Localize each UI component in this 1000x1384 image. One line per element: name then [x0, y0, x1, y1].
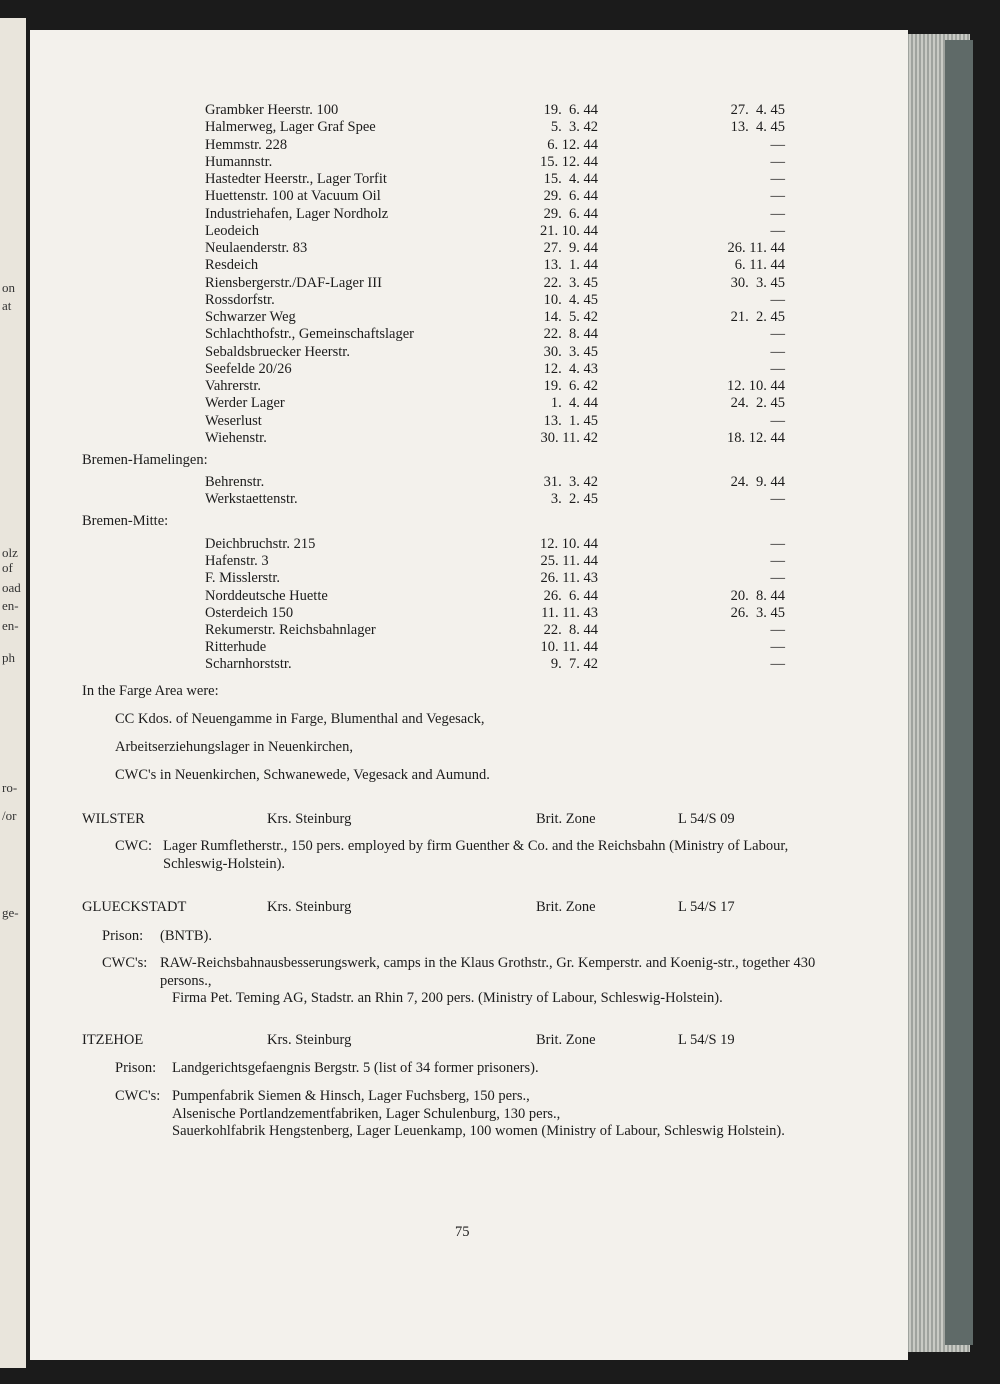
cwc-text: Sauerkohlfabrik Hengstenberg, Lager Leuenkamp, 100 women (Ministry of Labour, Schleswig Holstein).: [172, 1123, 785, 1139]
table-row: [30, 361, 908, 378]
camp-name: Industriehafen, Lager Nordholz: [205, 205, 389, 222]
camp-name: Huettenstr. 100 at Vacuum Oil: [205, 188, 381, 205]
date-opened: 30. 11. 42: [540, 429, 598, 446]
section-label-hamelingen: Bremen-Hamelingen:: [82, 452, 208, 468]
date-closed: —: [770, 360, 785, 377]
table-row: [30, 553, 908, 570]
date-opened: 22. 8. 44: [543, 326, 598, 343]
camp-name: Grambker Heerstr. 100: [205, 102, 339, 118]
date-opened: 19. 6. 44: [543, 102, 598, 118]
table-row: [30, 240, 908, 257]
date-opened: 26. 11. 43: [540, 570, 598, 587]
date-closed: 18. 12. 44: [727, 429, 785, 446]
date-closed: 20. 8. 44: [730, 587, 785, 604]
cwc-text: Alsenische Portlandzementfabriken, Lager Schulenburg, 130 pers.,: [172, 1106, 561, 1122]
date-opened: 12. 10. 44: [540, 536, 598, 552]
date-closed: 21. 2. 45: [730, 309, 785, 325]
table-row: [30, 206, 908, 223]
table-row: [30, 171, 908, 188]
date-closed: —: [770, 222, 785, 239]
table-row: [30, 326, 908, 343]
farge-line: CC Kdos. of Neuengamme in Farge, Blumenthal and Vegesack,: [115, 711, 485, 727]
cwc-label: CWC's:: [115, 1088, 161, 1104]
table-row: [30, 137, 908, 154]
date-opened: 13. 1. 45: [543, 412, 598, 429]
camp-name: Deichbruchstr. 215: [205, 536, 316, 552]
zone: Brit. Zone: [536, 811, 596, 827]
farge-intro: In the Farge Area were:: [82, 683, 219, 699]
document-page: [30, 30, 908, 1360]
camp-name: Behrenstr.: [205, 474, 265, 490]
camp-name: Werder Lager: [205, 395, 285, 412]
camp-name: Halmerweg, Lager Graf Spee: [205, 119, 376, 136]
district: Krs. Steinburg: [267, 899, 352, 915]
date-closed: —: [770, 622, 785, 638]
camp-name: Ritterhude: [205, 639, 267, 656]
date-opened: 22. 8. 44: [543, 622, 598, 638]
camp-name: Werkstaettenstr.: [205, 491, 298, 508]
cwc-label: CWC's:: [102, 955, 148, 971]
map-reference: L 54/S 19: [678, 1032, 735, 1048]
camp-name: Seefelde 20/26: [205, 360, 292, 377]
date-closed: —: [770, 491, 785, 508]
date-closed: 12. 10. 44: [727, 378, 785, 394]
camp-name: Sebaldsbruecker Heerstr.: [205, 343, 350, 360]
table-row: [30, 570, 908, 587]
camp-name: Leodeich: [205, 222, 259, 239]
zone: Brit. Zone: [536, 899, 596, 915]
adjacent-page-text: olz: [2, 545, 18, 560]
place-name: WILSTER: [82, 811, 145, 827]
date-closed: —: [770, 188, 785, 205]
camp-name: Schlachthofstr., Gemeinschaftslager: [205, 326, 414, 343]
camp-name: Vahrerstr.: [205, 378, 261, 394]
table-row: [30, 309, 908, 326]
date-closed: —: [770, 656, 785, 673]
camp-name: Hafenstr. 3: [205, 553, 269, 570]
date-closed: —: [770, 639, 785, 656]
cwc-text: RAW-Reichsbahnausbesserungswerk, camps in the Klaus Grothstr., Gr. Kemperstr. and Koenig-str., together 430 persons.,: [160, 955, 816, 989]
adjacent-page-text: oad: [2, 580, 21, 595]
date-opened: 11. 11. 43: [541, 604, 598, 621]
date-closed: 26. 3. 45: [730, 604, 785, 621]
adjacent-page-text: at: [2, 298, 12, 313]
section-label-mitte: Bremen-Mitte:: [82, 513, 169, 529]
date-opened: 10. 11. 44: [540, 639, 598, 656]
date-closed: —: [770, 291, 785, 308]
camp-name: Rekumerstr. Reichsbahnlager: [205, 622, 376, 638]
cwc-text: Lager Rumfletherstr., 150 pers. employed by firm Guenther & Co. and the Reichsbahn (Ministry of Labour, Schleswig-Holstein).: [163, 838, 789, 872]
adjacent-page-text: of: [2, 560, 13, 575]
table-row: [30, 188, 908, 205]
map-reference: L 54/S 09: [678, 811, 735, 827]
camp-name: Norddeutsche Huette: [205, 587, 328, 604]
date-closed: 13. 4. 45: [730, 119, 785, 136]
camp-name: Rossdorfstr.: [205, 291, 275, 308]
camp-name: Weserlust: [205, 412, 262, 429]
table-row: [30, 605, 908, 622]
date-opened: 14. 5. 42: [543, 309, 598, 325]
adjacent-page-text: ro-: [2, 780, 18, 795]
district: Krs. Steinburg: [267, 1032, 352, 1048]
date-opened: 21. 10. 44: [540, 222, 598, 239]
table-row: [30, 119, 908, 136]
camp-name: Humannstr.: [205, 153, 273, 170]
table-row: [30, 292, 908, 309]
cwc-label: CWC:: [115, 838, 153, 854]
adjacent-page-text: en-: [2, 618, 19, 633]
date-opened: 29. 6. 44: [543, 205, 598, 222]
date-opened: 5. 3. 42: [550, 119, 598, 136]
camp-name: Hastedter Heerstr., Lager Torfit: [205, 171, 387, 187]
table-row: [30, 395, 908, 412]
date-opened: 10. 4. 45: [543, 291, 598, 308]
date-opened: 9. 7. 42: [550, 656, 598, 673]
table-row: [30, 588, 908, 605]
adjacent-page-text: on: [2, 280, 15, 295]
cwc-text: Firma Pet. Teming AG, Stadstr. an Rhin 7, 200 pers. (Ministry of Labour, Schleswig-Holstein).: [172, 990, 723, 1006]
cwc-text: Pumpenfabrik Siemen & Hinsch, Lager Fuchsberg, 150 pers.,: [172, 1088, 530, 1104]
zone: Brit. Zone: [536, 1032, 596, 1048]
camp-name: Resdeich: [205, 257, 259, 274]
date-opened: 25. 11. 44: [540, 553, 598, 570]
date-closed: —: [770, 553, 785, 570]
adjacent-page-text: en-: [2, 598, 19, 613]
table-row: [30, 344, 908, 361]
date-closed: —: [770, 570, 785, 587]
farge-line: Arbeitserziehungslager in Neuenkirchen,: [115, 739, 353, 755]
date-opened: 27. 9. 44: [543, 240, 598, 256]
map-reference: L 54/S 17: [678, 899, 735, 915]
prison-text: Landgerichtsgefaengnis Bergstr. 5 (list of 34 former prisoners).: [172, 1060, 539, 1076]
camp-name: Neulaenderstr. 83: [205, 240, 308, 256]
camp-name: Riensbergerstr./DAF-Lager III: [205, 274, 382, 291]
date-opened: 13. 1. 44: [543, 257, 598, 274]
table-row: [30, 257, 908, 274]
date-closed: —: [770, 343, 785, 360]
prison-text: (BNTB).: [160, 928, 212, 944]
date-closed: —: [770, 153, 785, 170]
prison-label: Prison:: [102, 928, 144, 944]
date-closed: —: [770, 136, 785, 153]
district: Krs. Steinburg: [267, 811, 352, 827]
table-row: [30, 491, 908, 508]
date-opened: 19. 6. 42: [543, 378, 598, 394]
table-row: [30, 154, 908, 171]
table-row: [30, 622, 908, 639]
camp-name: F. Misslerstr.: [205, 570, 280, 587]
date-closed: 24. 9. 44: [730, 474, 785, 490]
place-name: ITZEHOE: [82, 1032, 144, 1048]
date-opened: 1. 4. 44: [550, 395, 598, 412]
date-closed: —: [770, 412, 785, 429]
camp-name: Scharnhorststr.: [205, 656, 292, 673]
date-opened: 15. 12. 44: [540, 153, 598, 170]
table-row: [30, 102, 908, 119]
date-closed: 27. 4. 45: [730, 102, 785, 118]
table-row: [30, 639, 908, 656]
prison-label: Prison:: [115, 1060, 157, 1076]
date-opened: 26. 6. 44: [543, 587, 598, 604]
date-opened: 22. 3. 45: [543, 274, 598, 291]
date-opened: 15. 4. 44: [543, 171, 598, 187]
date-closed: 24. 2. 45: [730, 395, 785, 412]
camp-name: Schwarzer Weg: [205, 309, 296, 325]
date-closed: —: [770, 326, 785, 343]
date-opened: 12. 4. 43: [543, 360, 598, 377]
table-row: [30, 536, 908, 553]
date-closed: 30. 3. 45: [730, 274, 785, 291]
table-row: [30, 474, 908, 491]
table-row: [30, 413, 908, 430]
camp-name: Hemmstr. 228: [205, 136, 288, 153]
date-opened: 30. 3. 45: [543, 343, 598, 360]
date-closed: —: [770, 171, 785, 187]
date-closed: —: [770, 205, 785, 222]
camp-name: Wiehenstr.: [205, 429, 267, 446]
table-row: [30, 378, 908, 395]
date-closed: —: [770, 536, 785, 552]
adjacent-page-text: /or: [2, 808, 17, 823]
farge-line: CWC's in Neuenkirchen, Schwanewede, Vegesack and Aumund.: [115, 767, 490, 783]
adjacent-page-text: ge-: [2, 905, 19, 920]
date-opened: 3. 2. 45: [550, 491, 598, 508]
date-opened: 6. 12. 44: [547, 136, 598, 153]
adjacent-page-text: ph: [2, 650, 15, 665]
table-row: [30, 430, 908, 447]
table-row: [30, 656, 908, 673]
table-row: [30, 223, 908, 240]
page-number: 75: [455, 1224, 470, 1240]
table-row: [30, 275, 908, 292]
date-closed: 6. 11. 44: [734, 257, 785, 274]
place-name: GLUECKSTADT: [82, 899, 187, 915]
adjacent-page-edge: [0, 18, 26, 1368]
date-closed: 26. 11. 44: [727, 240, 785, 256]
camp-name: Osterdeich 150: [205, 604, 294, 621]
date-opened: 31. 3. 42: [543, 474, 598, 490]
book-cover-edge: [945, 40, 973, 1345]
date-opened: 29. 6. 44: [543, 188, 598, 205]
